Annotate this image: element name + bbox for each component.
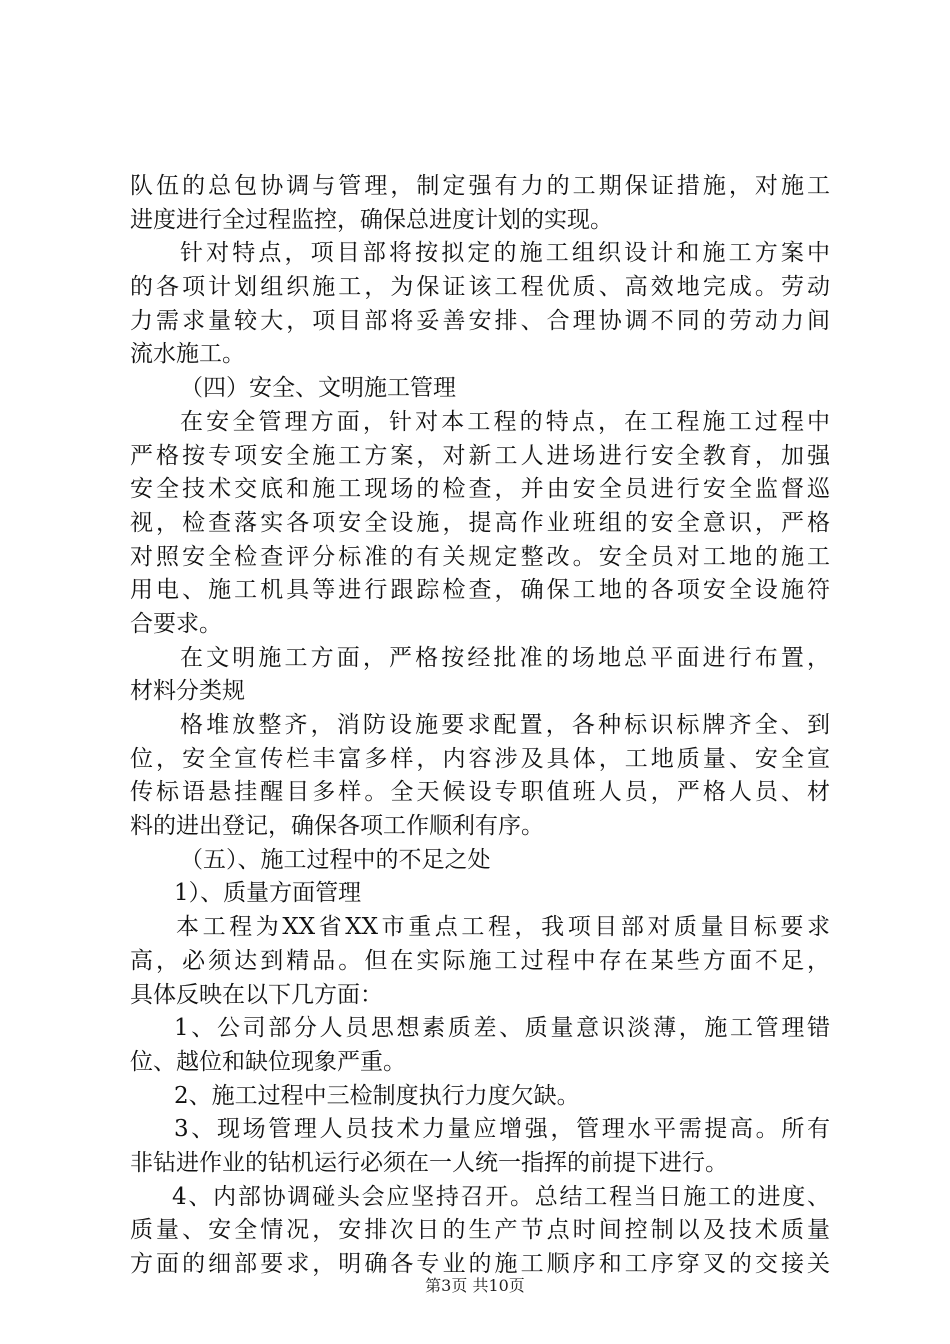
text-line: 位，安全宣传栏丰富多样，内容涉及具体，工地质量、安全宣 bbox=[130, 745, 830, 772]
text-line: 传标语悬挂醒目多样。全天候设专职值班人员，严格人员、材 bbox=[130, 779, 830, 806]
text-line: 用电、施工机具等进行跟踪检查，确保工地的各项安全设施符 bbox=[130, 577, 830, 604]
section-heading: （四）安全、文明施工管理 bbox=[180, 375, 456, 402]
text-line: 安全技术交底和施工现场的检查，并由安全员进行安全监督巡 bbox=[130, 476, 830, 503]
page-footer bbox=[0, 1273, 950, 1296]
text-line: 位、越位和缺位现象严重。 bbox=[130, 1048, 406, 1075]
text-line: 的各项计划组织施工，为保证该工程优质、高效地完成。劳动 bbox=[130, 274, 830, 301]
text-line: 质量、安全情况，安排次日的生产节点时间控制以及技术质量 bbox=[130, 1217, 830, 1244]
text-line: 具体反映在以下几方面： bbox=[130, 981, 383, 1008]
subsection-heading: 1）、质量方面管理 bbox=[174, 880, 362, 907]
list-item: 4、内部协调碰头会应坚持召开。总结工程当日施工的进度、 bbox=[172, 1183, 830, 1210]
text-line: 本工程为XX省XX市重点工程，我项目部对质量目标要求 bbox=[176, 914, 830, 941]
text-line: 高，必须达到精品。但在实际施工过程中存在某些方面不足， bbox=[130, 947, 830, 974]
text-line: 队伍的总包协调与管理，制定强有力的工期保证措施，对施工 bbox=[130, 173, 830, 199]
text-line: 方面的细部要求，明确各专业的施工顺序和工序穿叉的交接关 bbox=[130, 1251, 830, 1277]
text-line: 在安全管理方面，针对本工程的特点，在工程施工过程中 bbox=[180, 408, 830, 435]
text-line: 非钻进作业的钻机运行必须在一人统一指挥的前提下进行。 bbox=[130, 1149, 728, 1176]
list-item: 1、公司部分人员思想素质差、质量意识淡薄，施工管理错 bbox=[174, 1015, 830, 1042]
text-line: 视，检查落实各项安全设施，提高作业班组的安全意识，严格 bbox=[130, 509, 830, 536]
text-line: 进度进行全过程监控，确保总进度计划的实现。 bbox=[130, 206, 613, 233]
document-body bbox=[130, 170, 830, 1282]
text-line: 流水施工。 bbox=[130, 341, 245, 368]
page-number-label: 第3页 共10页 bbox=[425, 1276, 525, 1295]
text-line: 力需求量较大，项目部将妥善安排、合理协调不同的劳动力间 bbox=[130, 307, 830, 334]
list-item: 2、施工过程中三检制度执行力度欠缺。 bbox=[174, 1082, 580, 1109]
text-line: 对照安全检查评分标准的有关规定整改。安全员对工地的施工 bbox=[130, 543, 830, 570]
text-line: 针对特点，项目部将按拟定的施工组织设计和施工方案中 bbox=[180, 240, 830, 267]
list-item: 3、现场管理人员技术力量应增强，管理水平需提高。所有 bbox=[174, 1116, 830, 1143]
text-line: 料的进出登记，确保各项工作顺利有序。 bbox=[130, 813, 544, 840]
text-line: 合要求。 bbox=[130, 610, 222, 637]
text-line: 严格按专项安全施工方案，对新工人进场进行安全教育，加强 bbox=[130, 442, 830, 469]
text-line: 材料分类规 bbox=[130, 678, 245, 705]
section-heading: （五）、施工过程中的不足之处 bbox=[180, 846, 491, 873]
text-line: 格堆放整齐，消防设施要求配置，各种标识标牌齐全、到 bbox=[180, 712, 830, 738]
text-line: 在文明施工方面，严格按经批准的场地总平面进行布置， bbox=[180, 644, 830, 671]
